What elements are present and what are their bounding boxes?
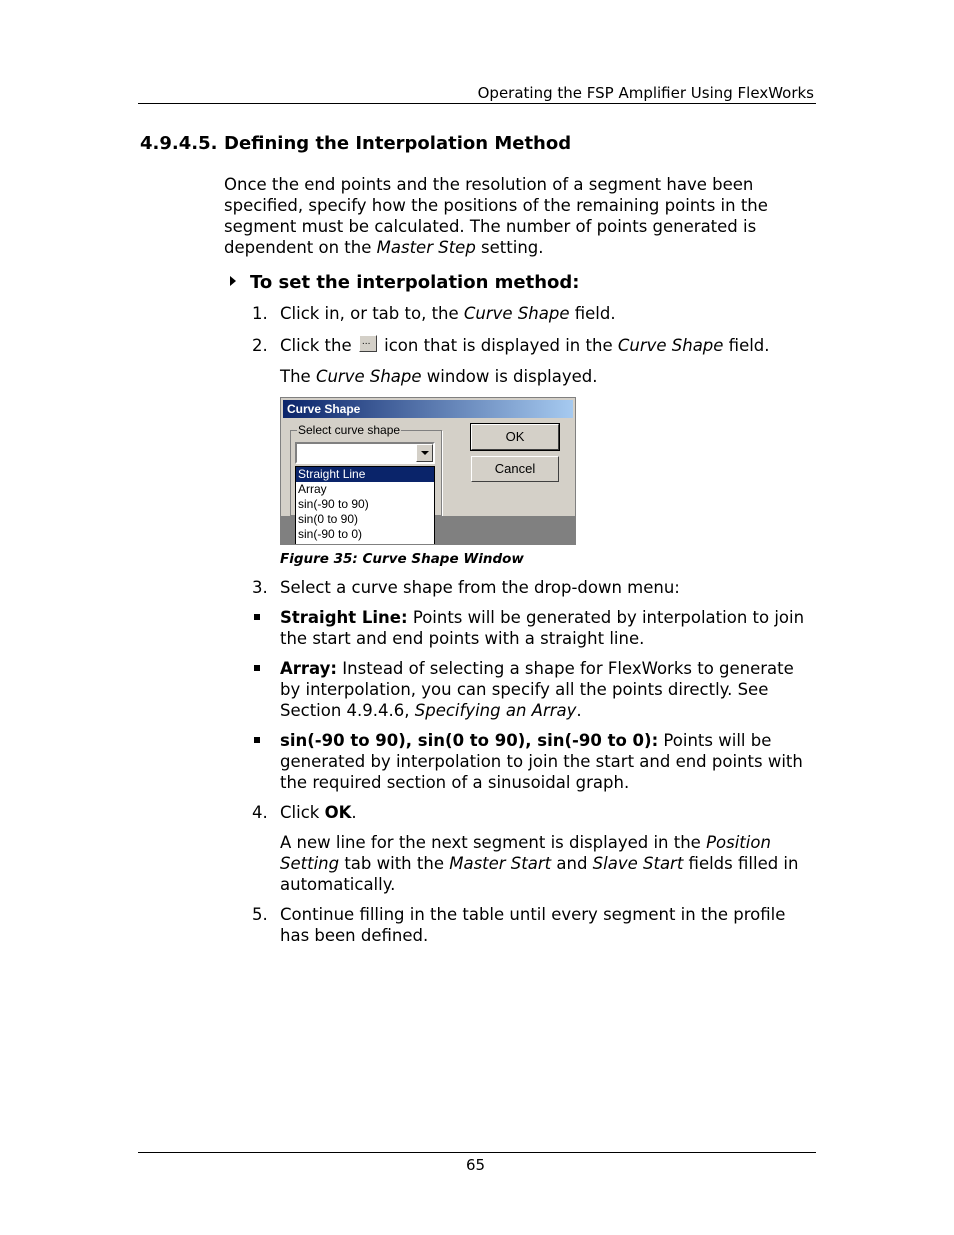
curve-shape-dropdown-list bbox=[295, 466, 435, 545]
note-italic: Slave Start bbox=[592, 854, 684, 873]
step-2 bbox=[252, 335, 817, 356]
step-text: Continue filling in the table until every segment in the profile has been defined. bbox=[280, 905, 786, 945]
note-text-end: window is displayed. bbox=[421, 367, 598, 386]
step-4-note bbox=[280, 832, 820, 895]
note-italic: Position Setting bbox=[280, 833, 771, 873]
dropdown-option[interactable]: Array bbox=[298, 482, 327, 496]
note-text: tab with the bbox=[339, 854, 450, 873]
curve-shape-window bbox=[280, 397, 576, 545]
note-text: and bbox=[551, 854, 593, 873]
square-bullet-icon bbox=[254, 665, 260, 671]
step-number: 1. bbox=[252, 304, 268, 323]
figure-caption: Figure 35: Curve Shape Window bbox=[280, 551, 524, 567]
step-number: 2. bbox=[252, 336, 268, 355]
bullet-text: Instead of selecting a shape for FlexWorks to generate by interpolation, you can specify all the points directly. See Section 4.9.4.6, bbox=[280, 659, 794, 720]
triangle-bullet-icon bbox=[230, 276, 236, 286]
intro-text: Once the end points and the resolution of a segment have been specified, specify how the positions of the remaining points in the segment must be calculated. The number of points generated is dependent on the bbox=[224, 175, 768, 257]
step-text-mid: icon that is displayed in the bbox=[378, 336, 618, 355]
step-text: Select a curve shape from the drop-down menu: bbox=[280, 578, 680, 597]
bullet-text-end: . bbox=[576, 701, 582, 720]
dropdown-option[interactable]: sin(-90 to 0) bbox=[298, 527, 363, 541]
cancel-button[interactable]: Cancel bbox=[471, 456, 559, 482]
note-text: A new line for the next segment is displayed in the bbox=[280, 833, 707, 852]
step-number: 5. bbox=[252, 905, 268, 924]
note-italic: Curve Shape bbox=[315, 367, 422, 386]
header-rule bbox=[138, 103, 816, 104]
dropdown-option[interactable]: sin(0 to 90) bbox=[298, 512, 359, 526]
group-label: Select curve shape bbox=[298, 423, 401, 437]
ellipsis-label: ... bbox=[361, 337, 371, 347]
dropdown-option[interactable]: sin(-90 to 90) bbox=[298, 497, 369, 511]
step-text: Click bbox=[280, 803, 325, 822]
procedure-title-text: To set the interpolation method: bbox=[250, 272, 580, 293]
bullet-straight-line bbox=[252, 607, 817, 649]
bullet-array bbox=[252, 658, 817, 721]
step-bold: OK bbox=[324, 803, 352, 822]
procedure-title bbox=[230, 272, 580, 293]
ok-button[interactable]: OK bbox=[471, 424, 559, 450]
step-number: 4. bbox=[252, 803, 268, 822]
note-text-end: fields filled in automatically. bbox=[280, 854, 799, 894]
step-italic: Curve Shape bbox=[617, 336, 724, 355]
step-text: Click in, or tab to, the bbox=[280, 304, 464, 323]
step-text: Click the bbox=[280, 336, 357, 355]
square-bullet-icon bbox=[254, 737, 260, 743]
step-2-note bbox=[280, 366, 820, 387]
bullet-text: Points will be generated by interpolation to join the start and end points with the required section of a sinusoidal graph. bbox=[280, 731, 803, 792]
running-header: Operating the FSP Amplifier Using FlexWorks bbox=[477, 84, 814, 102]
step-number: 3. bbox=[252, 578, 268, 597]
intro-text-end: setting. bbox=[475, 238, 544, 257]
bullet-italic: Specifying an Array bbox=[414, 701, 577, 720]
bullet-text: Points will be generated by interpolation to join the start and end points with a straight line. bbox=[280, 608, 805, 648]
note-italic: Master Start bbox=[449, 854, 552, 873]
dropdown-option[interactable]: Straight Line bbox=[296, 467, 434, 482]
ellipsis-button-icon bbox=[359, 335, 377, 352]
bullet-bold: Straight Line: bbox=[280, 608, 408, 627]
section-number: 4.9.4.5. bbox=[140, 133, 218, 154]
bullet-bold: sin(-90 to 90), sin(0 to 90), sin(-90 to 0): bbox=[280, 731, 659, 750]
step-italic: Curve Shape bbox=[463, 304, 570, 323]
step-3 bbox=[252, 577, 817, 598]
page-number: 65 bbox=[466, 1156, 486, 1174]
step-5 bbox=[252, 904, 817, 946]
note-text: The bbox=[280, 367, 316, 386]
footer-rule bbox=[138, 1152, 816, 1153]
section-title: Defining the Interpolation Method bbox=[224, 133, 572, 154]
step-text-end: field. bbox=[569, 304, 616, 323]
window-title: Curve Shape bbox=[283, 400, 573, 418]
section-heading bbox=[140, 133, 571, 154]
bullet-sin bbox=[252, 730, 817, 793]
step-4 bbox=[252, 802, 817, 823]
chevron-down-icon[interactable] bbox=[416, 444, 433, 462]
intro-paragraph bbox=[224, 174, 814, 258]
square-bullet-icon bbox=[254, 614, 260, 620]
bullet-bold: Array: bbox=[280, 659, 338, 678]
step-text-end: field. bbox=[723, 336, 770, 355]
intro-italic: Master Step bbox=[376, 238, 476, 257]
step-text-end: . bbox=[351, 803, 357, 822]
curve-shape-combo[interactable] bbox=[295, 442, 435, 464]
step-1 bbox=[252, 303, 817, 324]
